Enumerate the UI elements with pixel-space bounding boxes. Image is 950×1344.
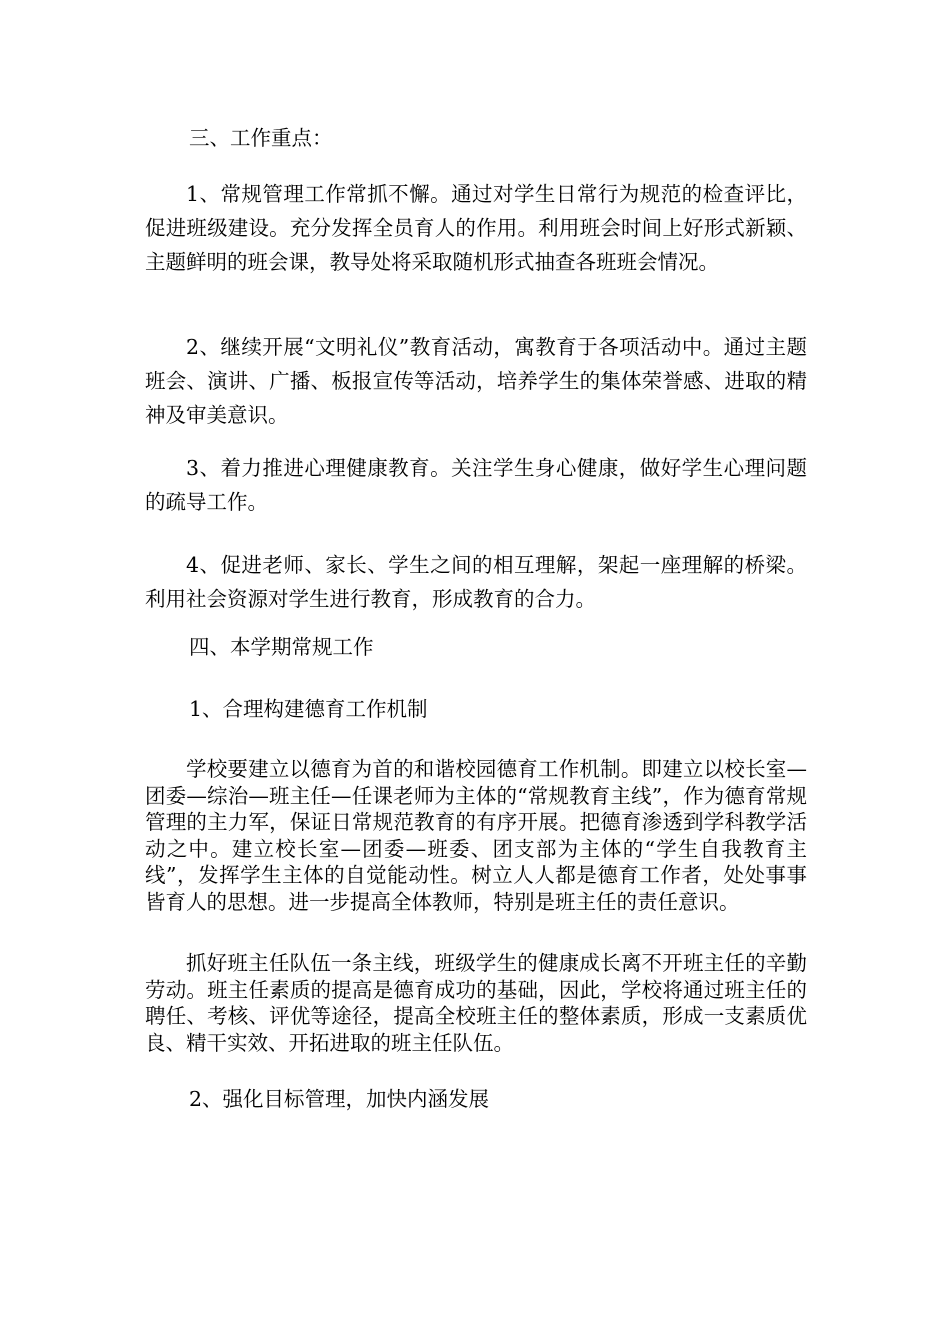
section-3-item-4: 4、促进老师、家长、学生之间的相互理解，架起一座理解的桥梁。利用社会资源对学生进行教育，形成教育的合力。	[145, 553, 807, 611]
section-4-heading: 四、本学期常规工作	[189, 635, 374, 659]
section-3-item-2: 2、继续开展“文明礼仪”教育活动，寓教育于各项活动中。通过主题班会、演讲、广播、板报宣传等活动，培养学生的集体荣誉感、进取的精神及审美意识。	[145, 335, 807, 427]
section-3-item-3: 3、着力推进心理健康教育。关注学生身心健康，做好学生心理问题的疏导工作。	[145, 456, 807, 514]
section-3-heading: 三、工作重点：	[189, 126, 333, 150]
subsection-1-paragraph-1: 学校要建立以德育为首的和谐校园德育工作机制。即建立以校长室—团委—综治—班主任—任课老师为主体的“常规教育主线”，作为德育常规管理的主力军，保证日常规范教育的有序开展。把德育渗透到学科教学活动之中。建立校长室—团委—班委、团支部为主体的“学生自我教育主线”，发挥学生主体的自觉能动性。树立人人都是德育工作者，处处事事皆育人的思想。进一步提高全体教师，特别是班主任的责任意识。	[145, 757, 807, 914]
subsection-1-paragraph-2: 抓好班主任队伍一条主线，班级学生的健康成长离不开班主任的辛勤劳动。班主任素质的提高是德育成功的基础，因此，学校将通过班主任的聘任、考核、评优等途径，提高全校班主任的整体素质，形成一支素质优良、精干实效、开拓进取的班主任队伍。	[145, 951, 807, 1055]
subsection-1-heading: 1、合理构建德育工作机制	[189, 697, 428, 721]
subsection-2-heading: 2、强化目标管理，加快内涵发展	[189, 1087, 490, 1111]
section-3-item-1: 1、常规管理工作常抓不懈。通过对学生日常行为规范的检查评比，促进班级建设。充分发挥全员育人的作用。利用班会时间上好形式新颖、主题鲜明的班会课，教导处将采取随机形式抽查各班班会情况。	[145, 182, 807, 274]
